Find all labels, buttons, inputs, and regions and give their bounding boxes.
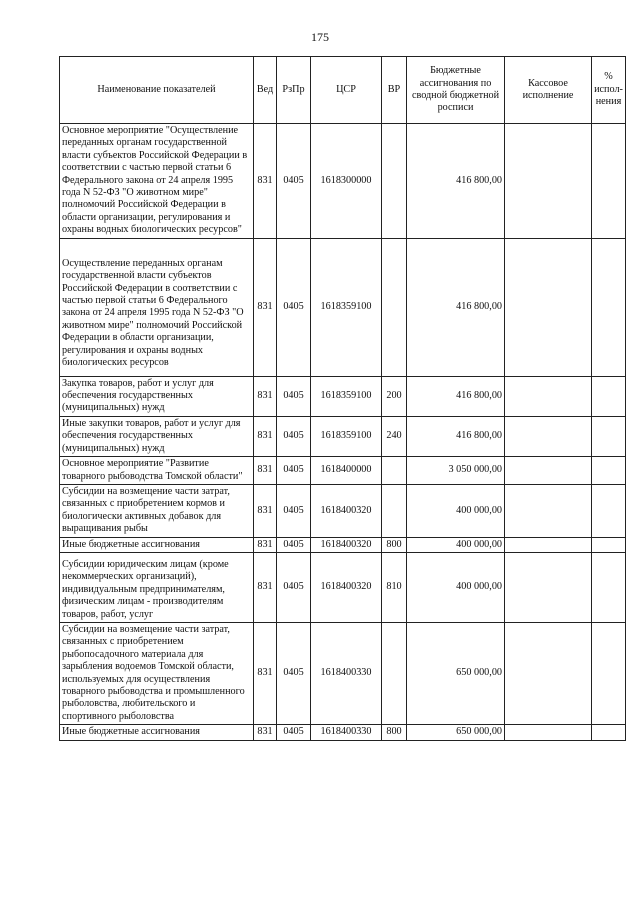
table-row bbox=[60, 238, 626, 376]
row-ved: 831 bbox=[254, 376, 277, 416]
row-vr bbox=[382, 238, 407, 376]
row-cash bbox=[505, 552, 592, 622]
table-row bbox=[60, 376, 626, 416]
row-rzpr: 0405 bbox=[277, 376, 311, 416]
row-csr: 1618359100 bbox=[311, 416, 382, 456]
table-row bbox=[60, 124, 626, 239]
row-budget: 650 000,00 bbox=[407, 622, 505, 724]
row-csr: 1618359100 bbox=[311, 376, 382, 416]
row-csr: 1618400320 bbox=[311, 484, 382, 537]
row-rzpr: 0405 bbox=[277, 238, 311, 376]
row-budget: 400 000,00 bbox=[407, 484, 505, 537]
row-vr bbox=[382, 124, 407, 239]
row-budget: 416 800,00 bbox=[407, 238, 505, 376]
table-row bbox=[60, 484, 626, 537]
row-budget: 400 000,00 bbox=[407, 552, 505, 622]
row-percent bbox=[592, 552, 626, 622]
row-percent bbox=[592, 622, 626, 724]
row-rzpr: 0405 bbox=[277, 622, 311, 724]
row-budget: 650 000,00 bbox=[407, 725, 505, 740]
table-row bbox=[60, 457, 626, 485]
row-vr: 240 bbox=[382, 416, 407, 456]
header-vr: ВР bbox=[382, 57, 407, 124]
row-budget: 416 800,00 bbox=[407, 376, 505, 416]
row-csr: 1618400330 bbox=[311, 725, 382, 740]
row-name: Иные закупки товаров, работ и услуг для обеспечения государственных (муниципальных) нужд bbox=[60, 416, 254, 456]
header-row bbox=[60, 57, 626, 124]
row-ved: 831 bbox=[254, 725, 277, 740]
row-rzpr: 0405 bbox=[277, 124, 311, 239]
row-cash bbox=[505, 484, 592, 537]
table-row bbox=[60, 416, 626, 456]
row-rzpr: 0405 bbox=[277, 552, 311, 622]
row-percent bbox=[592, 124, 626, 239]
row-name: Иные бюджетные ассигнования bbox=[60, 725, 254, 740]
row-name bbox=[60, 238, 254, 376]
row-cash bbox=[505, 725, 592, 740]
row-vr bbox=[382, 457, 407, 485]
budget-table bbox=[59, 56, 626, 741]
row-rzpr: 0405 bbox=[277, 537, 311, 552]
row-vr: 800 bbox=[382, 725, 407, 740]
row-rzpr: 0405 bbox=[277, 484, 311, 537]
row-ved: 831 bbox=[254, 484, 277, 537]
row-csr: 1618400330 bbox=[311, 622, 382, 724]
row-vr: 810 bbox=[382, 552, 407, 622]
header-ved: Вед bbox=[254, 57, 277, 124]
header-percent: % испол-нения bbox=[592, 57, 626, 124]
row-ved: 831 bbox=[254, 238, 277, 376]
row-name: Основное мероприятие "Развитие товарного рыбоводства Томской области" bbox=[60, 457, 254, 485]
row-budget: 3 050 000,00 bbox=[407, 457, 505, 485]
table-row bbox=[60, 552, 626, 622]
row-cash bbox=[505, 537, 592, 552]
row-budget: 416 800,00 bbox=[407, 124, 505, 239]
row-ved: 831 bbox=[254, 552, 277, 622]
row-ved: 831 bbox=[254, 537, 277, 552]
row-percent bbox=[592, 725, 626, 740]
row-name: Субсидии на возмещение части затрат, связанных с приобретением рыбопосадочного материала для зарыбления водоемов Томской области, используемых для осуществления товарного рыбоводства и промышленного рыболовства, любительского и спортивного рыболовства bbox=[60, 622, 254, 724]
row-ved: 831 bbox=[254, 124, 277, 239]
table-row bbox=[60, 622, 626, 724]
row-percent bbox=[592, 238, 626, 376]
row-csr: 1618400320 bbox=[311, 537, 382, 552]
row-csr: 1618359100 bbox=[311, 238, 382, 376]
row-rzpr: 0405 bbox=[277, 416, 311, 456]
row-name: Субсидии на возмещение части затрат, связанных с приобретением кормов и биологически активных добавок для выращивания рыбы bbox=[60, 484, 254, 537]
row-percent bbox=[592, 537, 626, 552]
row-name: Закупка товаров, работ и услуг для обеспечения государственных (муниципальных) нужд bbox=[60, 376, 254, 416]
row-vr bbox=[382, 484, 407, 537]
row-percent bbox=[592, 484, 626, 537]
row-cash bbox=[505, 238, 592, 376]
header-budget: Бюджетные ассигнования по сводной бюджетной росписи bbox=[407, 57, 505, 124]
row-csr: 1618400000 bbox=[311, 457, 382, 485]
row-cash bbox=[505, 376, 592, 416]
row-ved: 831 bbox=[254, 457, 277, 485]
row-vr: 800 bbox=[382, 537, 407, 552]
row-vr: 200 bbox=[382, 376, 407, 416]
row-cash bbox=[505, 124, 592, 239]
header-csr: ЦСР bbox=[311, 57, 382, 124]
row-csr: 1618300000 bbox=[311, 124, 382, 239]
table-row bbox=[60, 725, 626, 740]
row-budget: 416 800,00 bbox=[407, 416, 505, 456]
table-row bbox=[60, 537, 626, 552]
row-ved: 831 bbox=[254, 622, 277, 724]
row-name: Субсидии юридическим лицам (кроме некоммерческих организаций), индивидуальным предпринимателям, физическим лицам - производителям товаров, работ, услуг bbox=[60, 552, 254, 622]
header-cash: Кассовое исполнение bbox=[505, 57, 592, 124]
row-name: Иные бюджетные ассигнования bbox=[60, 537, 254, 552]
row-rzpr: 0405 bbox=[277, 457, 311, 485]
row-name-text: Осуществление переданных органам государственной власти субъектов Российской Федерации в соответствии с частью первой статьи 6 Федерального закона от 24 апреля 1995 года N 52-ФЗ "О животном мире" полномочий Российской Федерации в области организации, регулирования и охраны водных биологических ресурсов bbox=[62, 257, 244, 369]
row-cash bbox=[505, 457, 592, 485]
row-ved: 831 bbox=[254, 416, 277, 456]
row-percent bbox=[592, 457, 626, 485]
row-percent bbox=[592, 376, 626, 416]
row-cash bbox=[505, 622, 592, 724]
row-vr bbox=[382, 622, 407, 724]
row-budget: 400 000,00 bbox=[407, 537, 505, 552]
page-number: 175 bbox=[311, 30, 329, 44]
row-rzpr: 0405 bbox=[277, 725, 311, 740]
row-name: Основное мероприятие "Осуществление переданных органам государственной власти субъектов Российской Федерации в соответствии с частью первой статьи 6 Федерального закона от 24 апреля 1995 года N 52-ФЗ "О животном мире" полномочий Российской Федерации в области организации, регулирования и охраны водных биологических ресурсов" bbox=[60, 124, 254, 239]
header-name: Наименование показателей bbox=[60, 57, 254, 124]
row-cash bbox=[505, 416, 592, 456]
row-percent bbox=[592, 416, 626, 456]
header-rzpr: РзПр bbox=[277, 57, 311, 124]
row-csr: 1618400320 bbox=[311, 552, 382, 622]
